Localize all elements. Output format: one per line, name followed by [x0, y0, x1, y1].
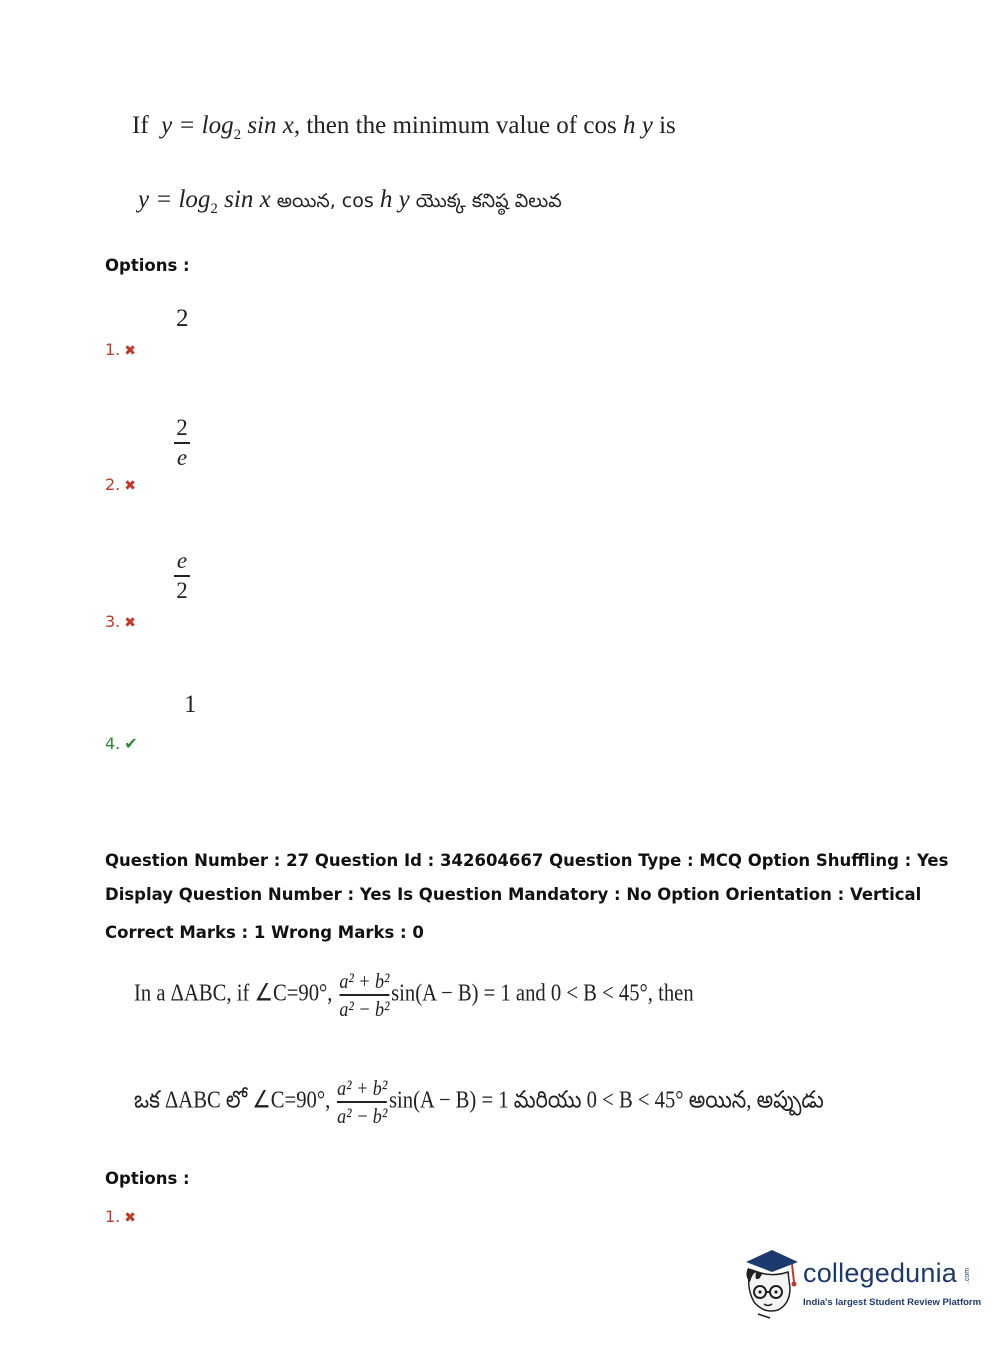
question-text-english: If $y = \log_2 \sin x$, then the minimum value of cos h y is [132, 112, 676, 143]
wrong-mark-icon: ✖ [124, 1210, 136, 1226]
fraction: $\frac{\text{a² + b²}}{\text{a² − b²}}$ [337, 1076, 388, 1128]
logo-tagline: India's largest Student Review Platform [803, 1297, 982, 1308]
question-2-text-telugu: ఒక ΔABC లో ∠C=90°, $\frac{\text{a² + b²}}{\text{a² − b²}}$ sin(A − B) = 1 మరియు 0 < B < 45° అయిన, అప్పుడు [134, 1076, 824, 1128]
option-3-fraction: $\frac{e}{2}$ [174, 549, 190, 603]
options-label: Options : [105, 256, 190, 275]
wrong-mark-icon: ✖ [124, 615, 136, 631]
option-3-number[interactable]: 3. ✖ [105, 612, 136, 631]
logo-domain: .com [964, 1267, 972, 1284]
logo-wordmark: collegedunia [803, 1258, 958, 1288]
question-meta-line-2: Display Question Number : Yes Is Question Mandatory : No Option Orientation : Vertical [105, 885, 922, 904]
option-1-number[interactable]: 1. ✖ [105, 340, 136, 359]
option-2-number[interactable]: 2. ✖ [105, 475, 136, 494]
question-meta-line-3: Correct Marks : 1 Wrong Marks : 0 [105, 923, 424, 942]
question-text-telugu: $y = \log_2 \sin x$ అయిన, cos h y యొక్క కనిష్ఠ విలువ [138, 186, 562, 217]
question-2-text-english: In a ΔABC, if ∠C=90°, $\frac{\text{a² + b²}}{\text{a² − b²}}$ sin(A − B) = 1 and 0 < B < 45°, then [134, 969, 694, 1021]
option-2-fraction: $\frac{2}{e}$ [174, 416, 190, 470]
options-label-2: Options : [105, 1169, 190, 1188]
fraction: $\frac{\text{a² + b²}}{\text{a² − b²}}$ [339, 969, 390, 1021]
option-1-value: 2 [176, 305, 189, 332]
question-meta-line-1: Question Number : 27 Question Id : 342604667 Question Type : MCQ Option Shuffling : Yes [105, 851, 949, 870]
option-4-number[interactable]: 4. ✔ [105, 734, 138, 753]
collegedunia-mascot-icon [740, 1248, 802, 1320]
option-4-value: 1 [184, 691, 197, 718]
fraction-bar [174, 575, 190, 577]
wrong-mark-icon: ✖ [124, 478, 136, 494]
correct-check-icon: ✔ [124, 734, 138, 753]
q2-option-1-number[interactable]: 1. ✖ [105, 1207, 136, 1226]
wrong-mark-icon: ✖ [124, 343, 136, 359]
fraction-bar [174, 442, 190, 444]
